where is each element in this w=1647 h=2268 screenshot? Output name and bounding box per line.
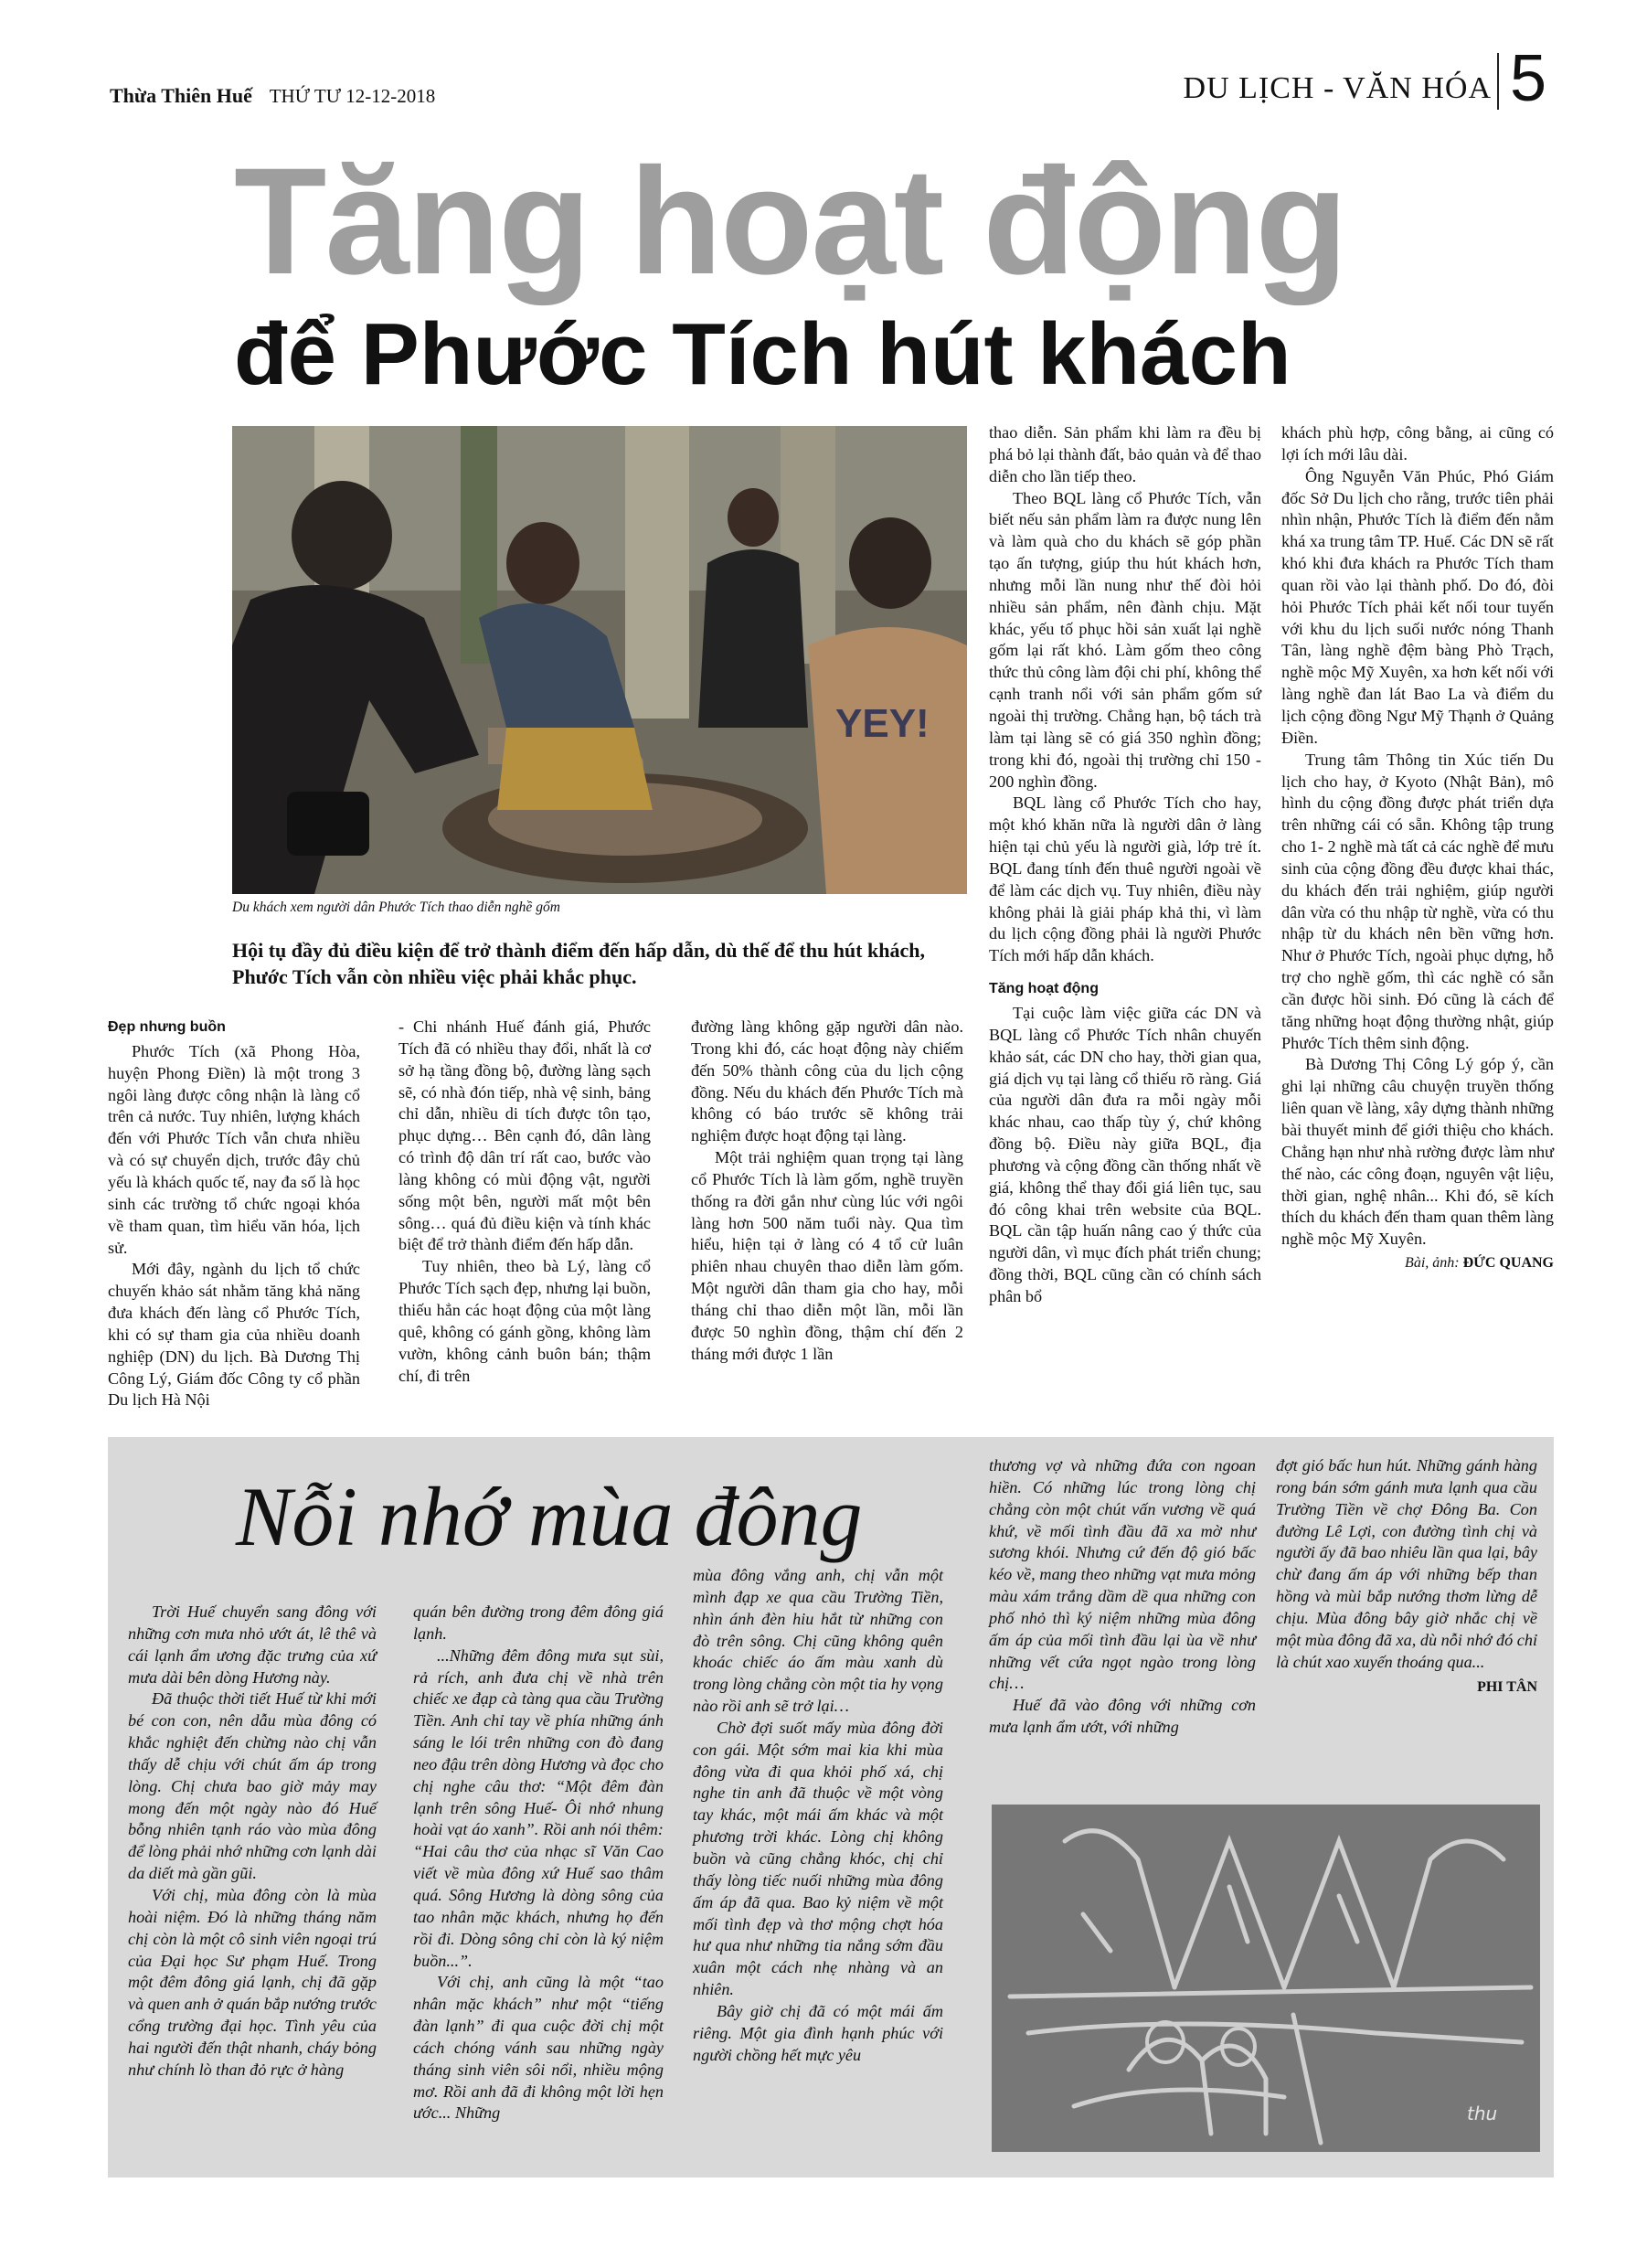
paragraph: ...Những đêm đông mưa sụt sùi, rả rích, anh đưa chị về nhà trên chiếc xe đạp cà tàng qua cầu Trường Tiền. Anh chỉ tay về phía những ánh sáng le lói trên những con đò đang neo đậu trên dòng Hương và đọc cho chị nghe câu thơ: “Một đêm đàn lạnh trên sông Huế- Ôi nhớ nhung hoài vạt áo xanh”. Rồi anh nói thêm: “Hai câu thơ của nhạc sĩ Văn Cao viết về mùa đông xứ Huế sao thâm quá. Sông Hương là dòng sông của tao nhân mặc khách, nhưng họ đến rồi đi. Dòng sông chỉ còn là ký niệm buồn...”.	[413, 1645, 664, 1970]
headline-sub: để Phước Tích hút khách	[234, 305, 1291, 403]
pottery-photo-illustration	[232, 426, 967, 894]
headline-main: Tăng hoạt động	[234, 137, 1346, 306]
article-column-2	[398, 1017, 651, 1387]
paragraph: Bây giờ chị đã có một mái ấm riêng. Một gia đình hạnh phúc với người chồng hết mực yêu	[693, 2001, 943, 2064]
essay-column-1	[128, 1602, 377, 2082]
paragraph: Trung tâm Thông tin Xúc tiến Du lịch cho hay, ở Kyoto (Nhật Bản), mô hình du cộng đồng được phát triển dựa trên những cái có sẵn. Không tập trung cho 1- 2 nghề mà tất cả các nghề để mưu sinh của cộng đồng đều được khai thác, du khách đến trải nghiệm, giúp người dân vừa có thu nhập từ nghề, vừa có thu nhập từ du khách nên bền vững hơn. Như ở Phước Tích, ngoài phục dựng, hỗ trợ cho nghề gốm, thì các nghề có sẵn cần được hồi sinh. Đó cũng là cách để tăng những hoạt động thường nhật, giúp Phước Tích thêm sinh động.	[1281, 750, 1554, 1052]
paragraph: BQL làng cổ Phước Tích cho hay, một khó khăn nữa là người dân ở làng hiện tại chủ yếu là người già, lớp trẻ ít. BQL đang tính đến thuê người ngoài về để làm các dịch vụ. Tuy nhiên, điều này không phải là giải pháp khả thi, vì làm du lịch cộng đồng phải là người Phước Tích mới hấp dẫn khách.	[989, 793, 1261, 965]
article-column-1	[108, 1017, 360, 1411]
photo-caption: Du khách xem người dân Phước Tích thao diễn nghề gốm	[232, 900, 560, 915]
paragraph: Một trải nghiệm quan trọng tại làng cổ Phước Tích là làm gốm, nghề truyền thống ra đời gắn như cùng lúc với ngôi làng hơn 500 năm tuổi này. Qua tìm hiểu, hiện tại ở làng có 4 tổ cử luân phiên nhau chuyên thao diễn làm gốm. Một người dân tham gia cho hay, mỗi tháng chỉ thao diễn một lần, mỗi lần được 50 nghìn đồng, thậm chí đến 2 tháng mới được 1 lần	[691, 1148, 963, 1363]
paragraph: Huế đã vào đông với những cơn mưa lạnh ẩm ướt, với những	[989, 1696, 1256, 1737]
essay-column-5	[1276, 1455, 1537, 1698]
subhead: Đẹp nhưng buồn	[108, 1019, 226, 1035]
artist-signature: thu	[1467, 2103, 1498, 2124]
article-column-5	[1281, 422, 1554, 1273]
essay-illustration	[992, 1805, 1540, 2152]
essay-column-4	[989, 1455, 1256, 1739]
paragraph: Trời Huế chuyển sang đông với những cơn mưa nhỏ ướt át, lê thê và cái lạnh ẩm ương đặc trưng của xứ mưa dài bên dòng Hương này.	[128, 1603, 377, 1687]
paragraph: mùa đông vắng anh, chị vẫn một mình đạp xe qua cầu Trường Tiền, nhìn ánh đèn hiu hắt từ những con đò trên sông. Chị cũng không quên khoác chiếc áo ấm màu xanh dù trong lòng chẳng còn một tia hy vọng nào rồi anh sẽ trở lại…	[693, 1566, 943, 1716]
essay-author: PHI TÂN	[1477, 1679, 1537, 1696]
paragraph: Chờ đợi suốt mấy mùa đông đời con gái. Một sớm mai kia khi mùa đông vừa đi qua khỏi phố xá, chị nghe tin anh đã thuộc về một vòng tay khác, một mái ấm khác và một phương trời khác. Lòng chị không buồn và cũng chẳng khóc, chị chỉ thấy lòng tiếc nuối những mùa đông ấm áp đã qua. Bao kỷ niệm về một mối tình đẹp và thơ mộng chợt hóa hư qua như những tia nắng sớm đầu xuân một cách nhẹ nhàng và an nhiên.	[693, 1718, 943, 1999]
paragraph: khách phù hợp, công bằng, ai cũng có lợi ích mới lâu dài.	[1281, 423, 1554, 463]
paragraph: Đã thuộc thời tiết Huế từ khi mới bé con con, nên dẫu mùa đông có khắc nghiệt đến chừng nào chị vẫn thấy dễ chịu với chút ấm áp trong lòng. Chị chưa bao giờ mảy may mong đến một ngày nào đó Huế bỗng nhiên tạnh ráo vào mùa đông để lòng phải nhớ những cơn lạnh dài da diết mà gần gũi.	[128, 1689, 377, 1883]
paragraph: Theo BQL làng cổ Phước Tích, vẫn biết nếu sản phẩm làm ra được nung lên và làm quà cho du khách sẽ góp phần tạo ấn tượng, giúp thu hút khách hơn, nhưng mỗi lần nung như thế đòi hỏi nhiều sản phẩm, nên đành chịu. Mặt khác, yếu tố phục hồi sản xuất lại nghề gốm lại rất khó. Làm gốm theo công thức thủ công làm đội chi phí, không thể cạnh tranh nổi với sản phẩm gốm sứ ngoài thị trường. Chẳng hạn, bộ tách trà làm tại làng sẽ có giá 350 nghìn đồng; trong khi đó, ngoài thị trường chỉ 150 - 200 nghìn đồng.	[989, 488, 1261, 791]
article-column-4	[989, 422, 1261, 1308]
essay-column-3	[693, 1565, 943, 2066]
subhead: Tăng hoạt động	[989, 981, 1099, 997]
paragraph: Bà Dương Thị Công Lý góp ý, cần ghi lại những câu chuyện truyền thống liên quan về làng, xây dựng thành những bài thuyết minh để giới thiệu cho khách. Chẳng hạn như nhà rường được làm như thế nào, các công đoạn, nguyên vật liệu, thời gian, nghệ nhân... Khi đó, sẽ kích thích du khách đến tham quan thêm làng nghề mộc Mỹ Xuyên.	[1281, 1055, 1554, 1249]
bridge-sketch	[992, 1805, 1540, 2152]
essay-column-2	[413, 1602, 664, 2124]
byline-label: Bài, ảnh:	[1405, 1255, 1460, 1272]
section-label: DU LỊCH - VĂN HÓA	[1183, 71, 1492, 105]
paragraph: Phước Tích (xã Phong Hòa, huyện Phong Điền) là một trong 3 ngôi làng được công nhận là làng cổ trên cả nước. Tuy nhiên, lượng khách đến với Phước Tích vẫn chưa nhiều và có sự chuyển dịch, trước đây chủ yếu là khách quốc tế, nay đa số là học sinh các trường tổ chức ngoại khóa về tham quan, tìm hiểu văn hóa, lịch sử.	[108, 1041, 360, 1257]
paragraph: đường làng không gặp người dân nào. Trong khi đó, các hoạt động này chiếm đến 50% thành công của du lịch cộng đồng. Nếu du khách đến Phước Tích mà không có báo trước sẽ không trải nghiệm được hoạt động tại làng.	[691, 1017, 963, 1145]
byline-name: ĐỨC QUANG	[1462, 1255, 1554, 1272]
paragraph: Với chị, anh cũng là một “tao nhân mặc khách” như một “tiếng đàn lạnh” đi qua cuộc đời chị một cách chóng vánh sau những ngày tháng sinh viên sôi nổi, nhiều mộng mơ. Rồi anh đã đi không một lời hẹn ước... Những	[413, 1973, 664, 2123]
header-divider	[1497, 53, 1499, 110]
paragraph: đợt gió bấc hun hút. Những gánh hàng rong bán sớm gánh mưa lạnh qua cầu Trường Tiền về chợ Đông Ba. Con đường Lê Lợi, con đường tình chị và người ấy đã bao nhiêu lần qua lại, bây chừ đang ấm áp với những bếp than hồng và mùi bắp nướng thơm lừng dễ chịu. Mùa đông bây giờ nhắc chị về một mùa đông đã xa, dù nỗi nhớ đó chỉ là chút xao xuyến thoáng qua...	[1276, 1456, 1537, 1671]
byline	[1281, 1254, 1554, 1273]
svg-text:YEY!: YEY!	[835, 701, 930, 746]
paragraph: Tuy nhiên, theo bà Lý, làng cổ Phước Tích sạch đẹp, nhưng lại buồn, thiếu hẳn các hoạt động của một làng quê, không có gánh gồng, không làm vườn, không cảnh buôn bán; thậm chí, đi trên	[398, 1257, 651, 1385]
paragraph: thương vợ và những đứa con ngoan hiền. Có những lúc trong lòng chị chẳng còn một chút vấn vương về quá khứ, về mối tình đầu đã xa mờ như sương khói. Nhưng cứ đến độ gió bấc kéo về, mang theo những vạt mưa mỏng màu xám trắng dầm dề qua những con phố nhỏ thì ký niệm những mùa đông ấm áp của mối tình đầu lại ùa về như những vết cứa ngọt ngào trong lòng chị…	[989, 1456, 1256, 1693]
essay-title: Nỗi nhớ mùa đông	[236, 1470, 863, 1563]
issue-date: THỨ TƯ 12-12-2018	[269, 85, 436, 107]
masthead	[110, 84, 435, 108]
paragraph: Mới đây, ngành du lịch tổ chức chuyến khảo sát nhằm tăng khả năng đưa khách đến làng cổ Phước Tích, khi có sự tham gia của nhiều doanh nghiệp (DN) du lịch. Bà Dương Thị Công Lý, Giám đốc Công ty cổ phần Du lịch Hà Nội	[108, 1260, 360, 1410]
page-number: 5	[1510, 42, 1547, 115]
paragraph: Ông Nguyễn Văn Phúc, Phó Giám đốc Sở Du lịch cho rằng, trước tiên phải nhìn nhận, Phước Tích là điểm đến nằm khá xa trung tâm TP. Huế. Các DN sẽ rất khó khi đưa khách ra Phước Tích tham quan rồi vào lại thành phố. Do đó, đòi hỏi Phước Tích phải kết nối tour tuyến với khu du lịch suối nước nóng Thanh Tân, làng nghề đệm bàng Phò Trạch, nghề mộc Mỹ Xuyên, xa hơn kết nối với làng nghề đan lát Bao La và điểm du lịch cộng đồng Ngư Mỹ Thạnh ở Quảng Điền.	[1281, 466, 1554, 747]
paragraph: thao diễn. Sản phẩm khi làm ra đều bị phá bỏ lại thành đất, bảo quản và để thao diễn cho lần tiếp theo.	[989, 423, 1261, 485]
article-photo	[232, 426, 967, 894]
paragraph: - Chi nhánh Huế đánh giá, Phước Tích đã có nhiều thay đổi, nhất là cơ sở hạ tầng đồng bộ, đường làng sạch sẽ, có nhà đón tiếp, nhà vệ sinh, bảng chỉ dẫn, nhiều di tích được tôn tạo, phục dựng… Bên cạnh đó, dân làng có trình độ dân trí rất cao, bước vào làng không có mùi động vật, người sống một bên, người mất một bên sông… quá đủ điều kiện và tính khác biệt để trở thành điểm đến hấp dẫn.	[398, 1017, 651, 1254]
paragraph: Với chị, mùa đông còn là mùa hoài niệm. Đó là những tháng năm chị còn là một cô sinh viên ngoại trú của Đại học Sư phạm Huế. Trong một đêm đông giá lạnh, chị đã gặp và quen anh ở quán bắp nướng trước cổng trường đại học. Tình yêu của hai người đến thật nhanh, cháy bỏng như chính lò than đỏ rực ở hàng	[128, 1885, 377, 2079]
paper-name: Thừa Thiên Huế	[110, 84, 252, 107]
article-lead: Hội tụ đầy đủ điều kiện để trở thành điểm đến hấp dẫn, dù thế để thu hút khách, Phước Tích vẫn còn nhiều việc phải khắc phục.	[232, 939, 925, 988]
paragraph: Tại cuộc làm việc giữa các DN và BQL làng cổ Phước Tích nhân chuyến khảo sát, các DN cho hay, thời gian qua, giá dịch vụ tại làng cổ thiếu rõ ràng. Giá của người dân đưa ra mỗi ngày mỗi khác nhau, cao thấp tùy ý, chứ không đồng bộ. Điều này giữa BQL, địa phương và cộng đồng cần thống nhất về giá, không thể thay đổi giá liên tục, sau đó công khai trên website của BQL. BQL cần tập huấn nâng cao ý thức của người dân, vì mục đích phát triển chung; đồng thời, BQL cũng cần có chính sách phân bổ	[989, 1004, 1261, 1306]
paragraph: quán bên đường trong đêm đông giá lạnh.	[413, 1603, 664, 1643]
article-column-3	[691, 1017, 963, 1366]
